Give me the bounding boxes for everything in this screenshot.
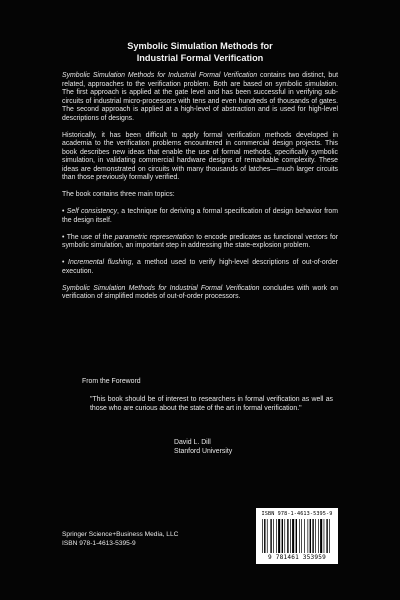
paragraph-conclusion: Symbolic Simulation Methods for Industrial Formal Verification concludes with work on verification of simplified models of out-of-order processors. <box>62 284 339 300</box>
barcode-bar <box>296 519 297 553</box>
barcode-bar <box>315 519 316 553</box>
barcode-bars <box>256 519 338 553</box>
topic-item-incremental-flushing: • Incremental flushing, a method used to verify high-level descriptions of out-of-order execution. <box>62 259 339 275</box>
barcode-digits: 9 781461 353959 <box>267 554 327 561</box>
description <box>62 72 338 310</box>
paragraph-history: Historically, it has been difficult to apply formal verification methods developed in academia to the verification problems encountered in commercial design projects. This book describes new ideas that enable the use of formal methods, specifically symbolic simulation, in validating commercial hardware designs of remarkable complexity. These ideas are demonstrated on circuits with many thousands of latches—much larger circuits than those previously formally verified. <box>62 131 338 181</box>
barcode-bar <box>326 519 327 553</box>
barcode-bar <box>278 519 280 553</box>
barcode-bar <box>282 519 283 553</box>
barcode-bar <box>276 519 277 553</box>
barcode-bar <box>270 519 271 553</box>
barcode-bar <box>304 519 305 553</box>
barcode-bar <box>264 519 265 553</box>
publisher-isbn: ISBN 978-1-4613-5395-9 <box>62 539 136 547</box>
foreword-affiliation: Stanford University <box>174 447 233 455</box>
barcode-bar <box>287 519 288 553</box>
barcode-bar <box>329 519 330 553</box>
barcode-bar <box>324 519 325 553</box>
isbn-barcode <box>256 508 338 564</box>
barcode-bar <box>310 519 311 553</box>
barcode-bar <box>284 519 285 553</box>
foreword-author: David L. Dill <box>174 439 211 446</box>
barcode-bar <box>320 519 322 553</box>
topic-item-self-consistency: • Self consistency, a technique for deriving a formal specification of design behavior from the design itself. <box>62 208 338 224</box>
barcode-bar <box>262 519 263 553</box>
topic-item-parametric: • The use of the parametric representation to encode predicates as functional vectors for symbolic simulation, an important step in addressing the state-explosion problem. <box>62 233 339 249</box>
book-title <box>0 40 400 64</box>
title-line-1: Symbolic Simulation Methods for <box>127 41 273 51</box>
foreword-quote: "This book should be of interest to researchers in formal verification as well as those who are curious about the state of the art in formal verification." <box>90 396 333 412</box>
barcode-isbn-label: ISBN 978-1-4613-5395-9 <box>261 511 333 517</box>
publisher-info <box>62 531 178 548</box>
barcode-bar <box>290 519 291 553</box>
paragraph-topics-intro: The book contains three main topics: <box>62 191 175 198</box>
barcode-bar <box>308 519 309 553</box>
barcode-bar <box>299 519 300 553</box>
publisher-name: Springer Science+Business Media, LLC <box>62 531 179 538</box>
barcode-bar <box>267 519 268 553</box>
barcode-bar <box>273 519 274 553</box>
barcode-bar <box>301 519 302 553</box>
foreword-heading: From the Foreword <box>82 378 141 385</box>
barcode-bar <box>292 519 294 553</box>
barcode-bar <box>318 519 319 553</box>
barcode-bar <box>312 519 313 553</box>
paragraph-intro: Symbolic Simulation Methods for Industrial Formal Verification contains two distinct, but related, approaches to the verification problem. Both are based on symbolic simulation. The first approach is applied at the gate level and has been successful in verifying sub-circuits of industrial micro-processors with tens and even hundreds of thousands of gates. The second approach is applied at a high-level of abstraction and is used for high-level descriptions of designs. <box>62 72 338 122</box>
book-title-italic: Symbolic Simulation Methods for Industrial Formal Verification <box>62 72 258 79</box>
title-line-2: Industrial Formal Verification <box>136 53 264 63</box>
foreword-signature <box>174 439 232 456</box>
